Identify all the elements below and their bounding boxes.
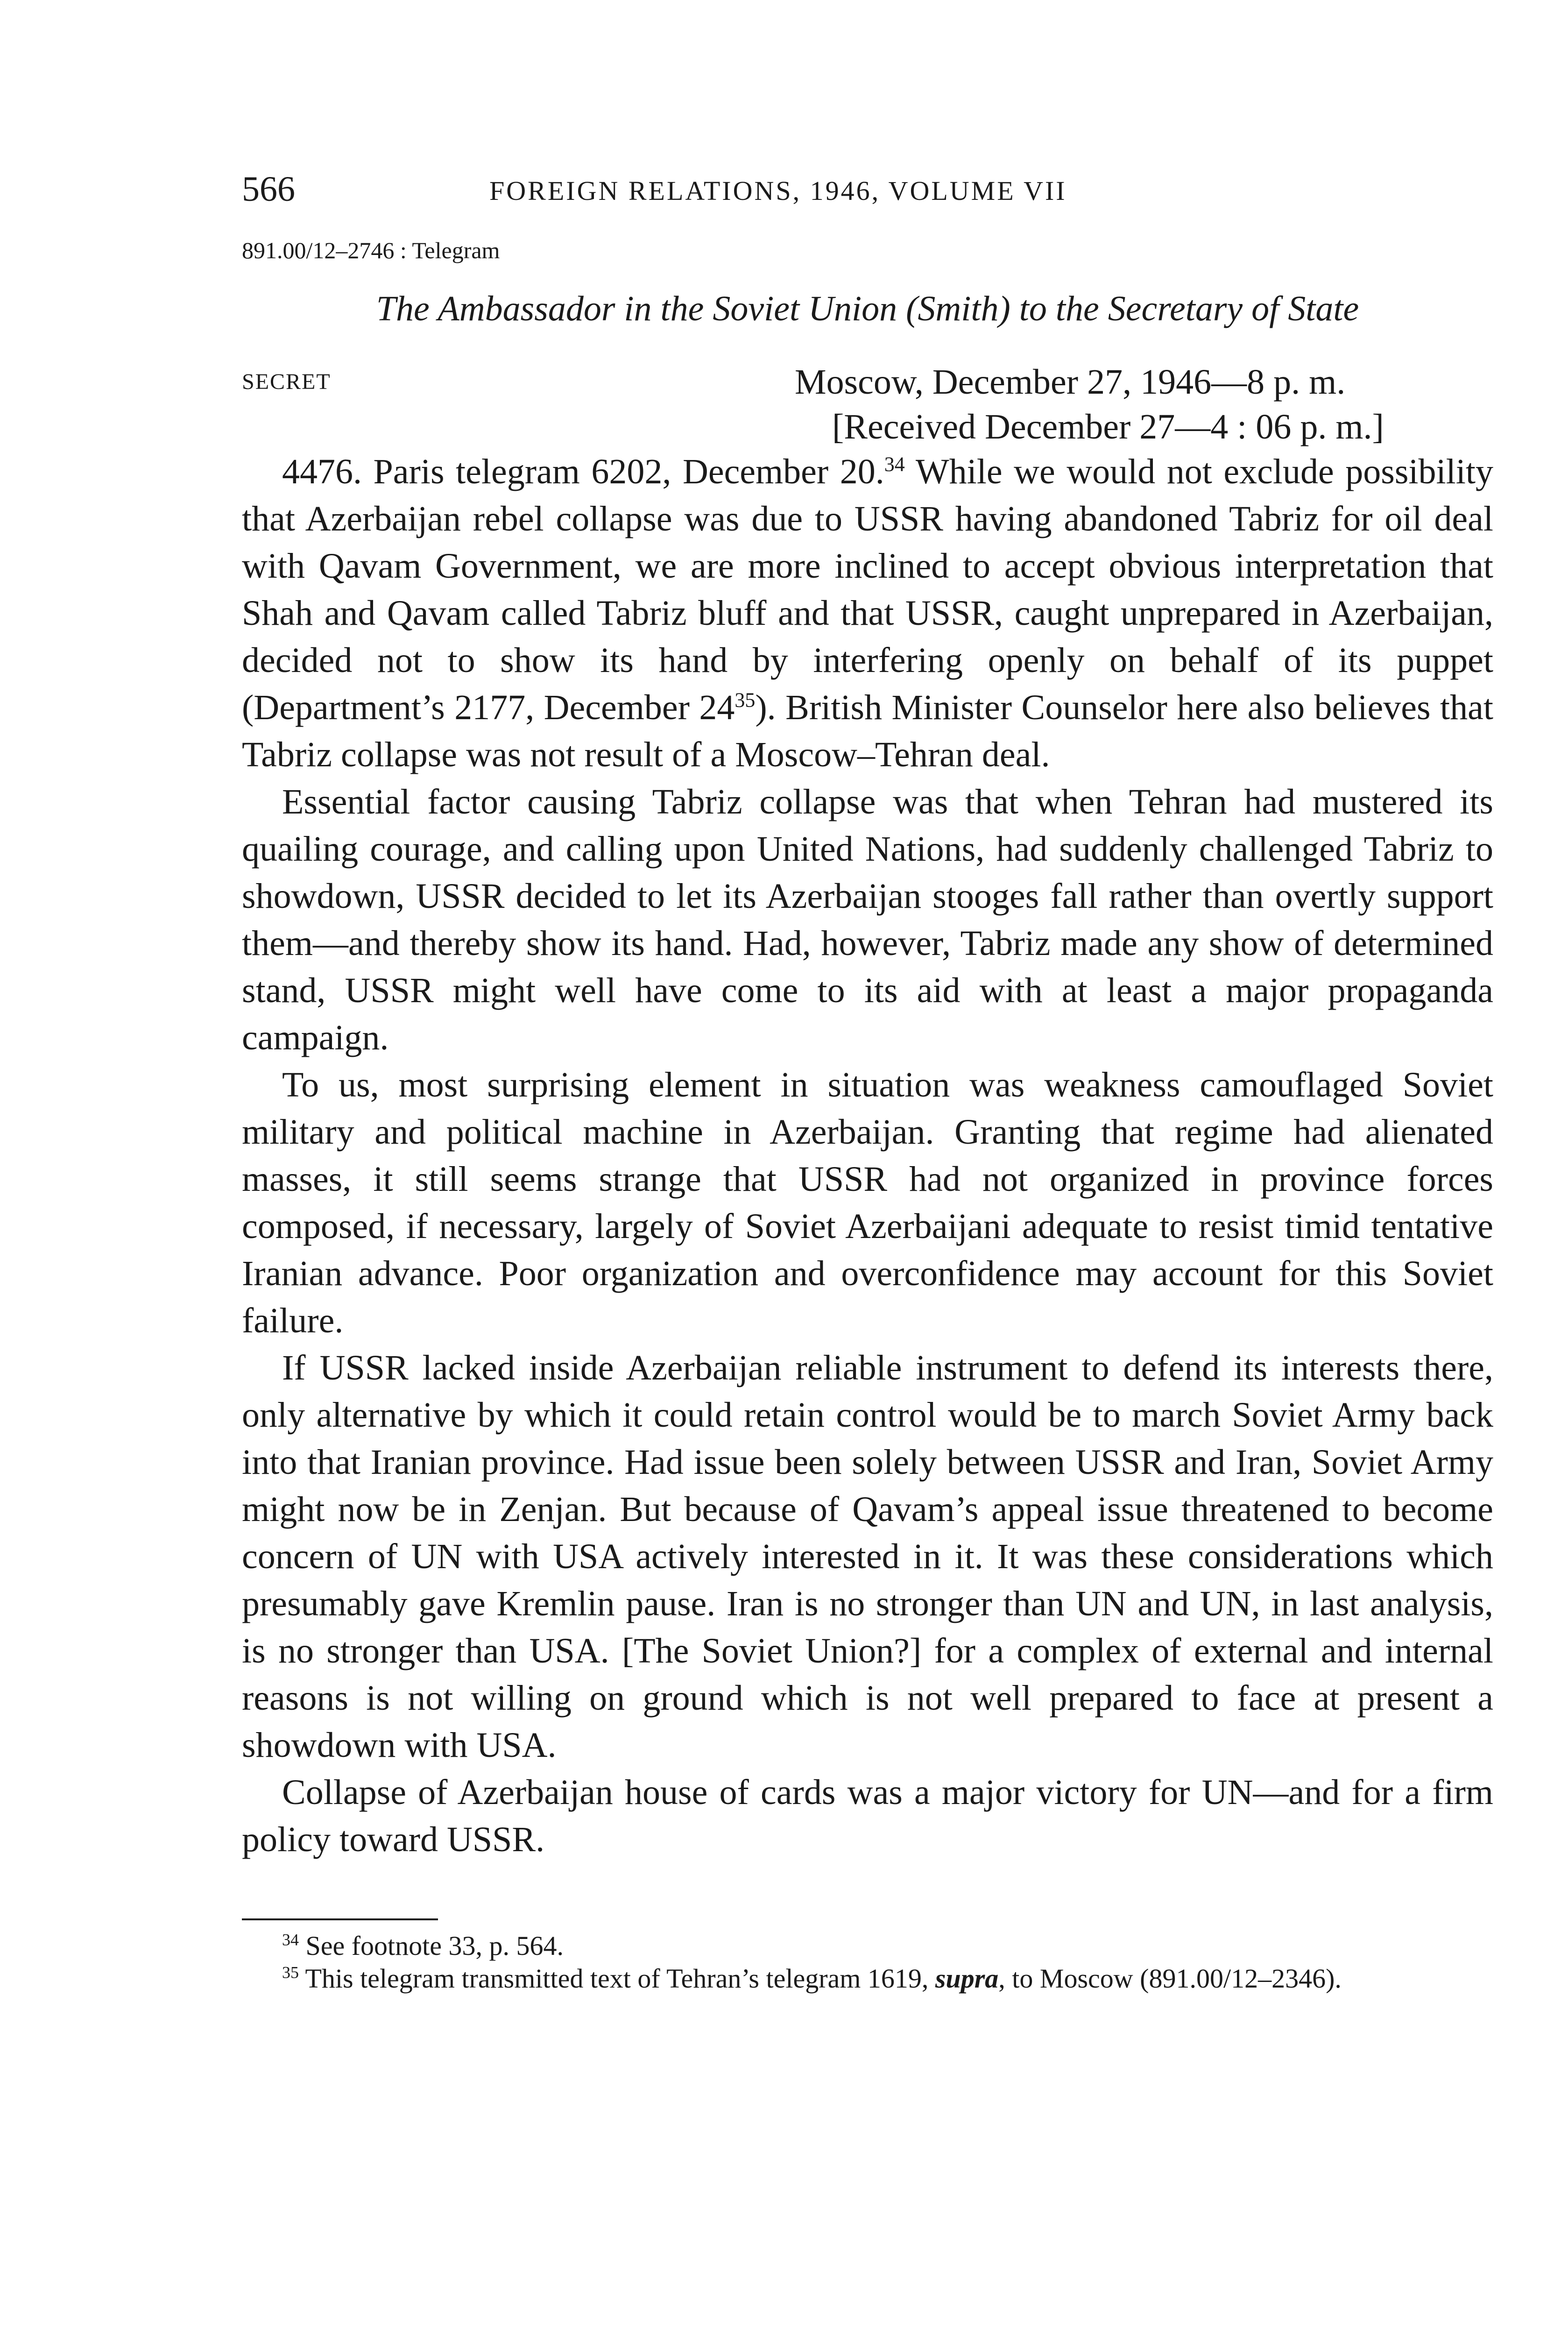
classification-label: SECRET bbox=[242, 369, 331, 394]
place-date-block bbox=[795, 360, 1493, 449]
footnote-divider bbox=[242, 1918, 438, 1920]
paragraph-4: If USSR lacked inside Azerbaijan reliable instrument to defend its interests there, only alternative by which it could retain control would be to march Soviet Army back into that Iranian province. Had issue been solely between USSR and Iran, Soviet Army might now be in Zenjan. But because of Qavam’s appeal issue threatened to become concern of UN with USA actively interested in it. It was these considerations which presumably gave Kremlin pause. Iran is no stronger than UN and UN, in last analysis, is no stronger than USA. [The Soviet Union?] for a complex of external and internal reasons is not willing on ground which is not well prepared to face at present a showdown with USA. bbox=[242, 1348, 1493, 1765]
footnote-35-text-b: , to Moscow (891.00/12–2346). bbox=[998, 1963, 1342, 1994]
received-date: [Received December 27—4 : 06 p. m.] bbox=[832, 407, 1384, 446]
footnote-34 bbox=[242, 1930, 1493, 1962]
place-date: Moscow, December 27, 1946—8 p. m. bbox=[795, 362, 1346, 402]
running-title: FOREIGN RELATIONS, 1946, VOLUME VII bbox=[489, 176, 1067, 206]
footnote-ref-34[interactable]: 34 bbox=[884, 453, 905, 476]
paragraph-1 bbox=[242, 448, 1493, 778]
document-title: The Ambassador in the Soviet Union (Smith) to the Secretary of State bbox=[376, 289, 1359, 328]
page-number: 566 bbox=[242, 170, 295, 209]
running-head bbox=[242, 168, 1493, 210]
paragraph-5: Collapse of Azerbaijan house of cards was a major victory for UN—and for a firm policy toward USSR. bbox=[242, 1773, 1493, 1859]
document-page bbox=[242, 168, 1493, 1995]
footnote-34-mark: 34 bbox=[282, 1930, 299, 1949]
dateline bbox=[242, 360, 1493, 448]
footnote-ref-35[interactable]: 35 bbox=[735, 688, 756, 712]
file-reference: 891.00/12–2746 : Telegram bbox=[242, 237, 500, 263]
paragraph-1-text-a: 4476. Paris telegram 6202, December 20. bbox=[282, 452, 884, 491]
footnote-35 bbox=[242, 1962, 1493, 1995]
footnote-35-text-a: This telegram transmitted text of Tehran’s telegram 1619, bbox=[299, 1963, 935, 1994]
paragraph-3: To us, most surprising element in situation was weakness camouflaged Soviet military and political machine in Azerbaijan. Granting that regime had alienated masses, it still seems strange that USSR had not organized in province forces composed, if necessary, largely of Soviet Azerbaijani adequate to resist timid tentative Iranian advance. Poor organization and overconfidence may account for this Soviet failure. bbox=[242, 1065, 1493, 1340]
footnote-35-mark: 35 bbox=[282, 1963, 299, 1982]
paragraph-1-text-b: While we would not exclude possibility that Azerbaijan rebel collapse was due to USSR having abandoned Tabriz for oil deal with Qavam Government, we are more inclined to accept obvious interpretation that Shah and Qavam called Tabriz bluff and that USSR, caught unprepared in Azerbaijan, decided not to show its hand by interfering openly on behalf of its puppet (Department’s 2177, December 24 bbox=[242, 452, 1493, 727]
paragraph-1-text-c: ). British Minister Counselor here also believes that Tabriz collapse was not result of a Moscow–Tehran deal. bbox=[242, 688, 1493, 774]
paragraph-2: Essential factor causing Tabriz collapse was that when Tehran had mustered its quailing courage, and calling upon United Nations, had suddenly challenged Tabriz to showdown, USSR decided to let its Azerbaijan stooges fall rather than overtly support them—and thereby show its hand. Had, however, Tabriz made any show of determined stand, USSR might well have come to its aid with at least a major propaganda campaign. bbox=[242, 782, 1493, 1057]
footnote-35-supra: supra bbox=[935, 1963, 999, 1994]
footnote-34-text: See footnote 33, p. 564. bbox=[299, 1931, 564, 1961]
